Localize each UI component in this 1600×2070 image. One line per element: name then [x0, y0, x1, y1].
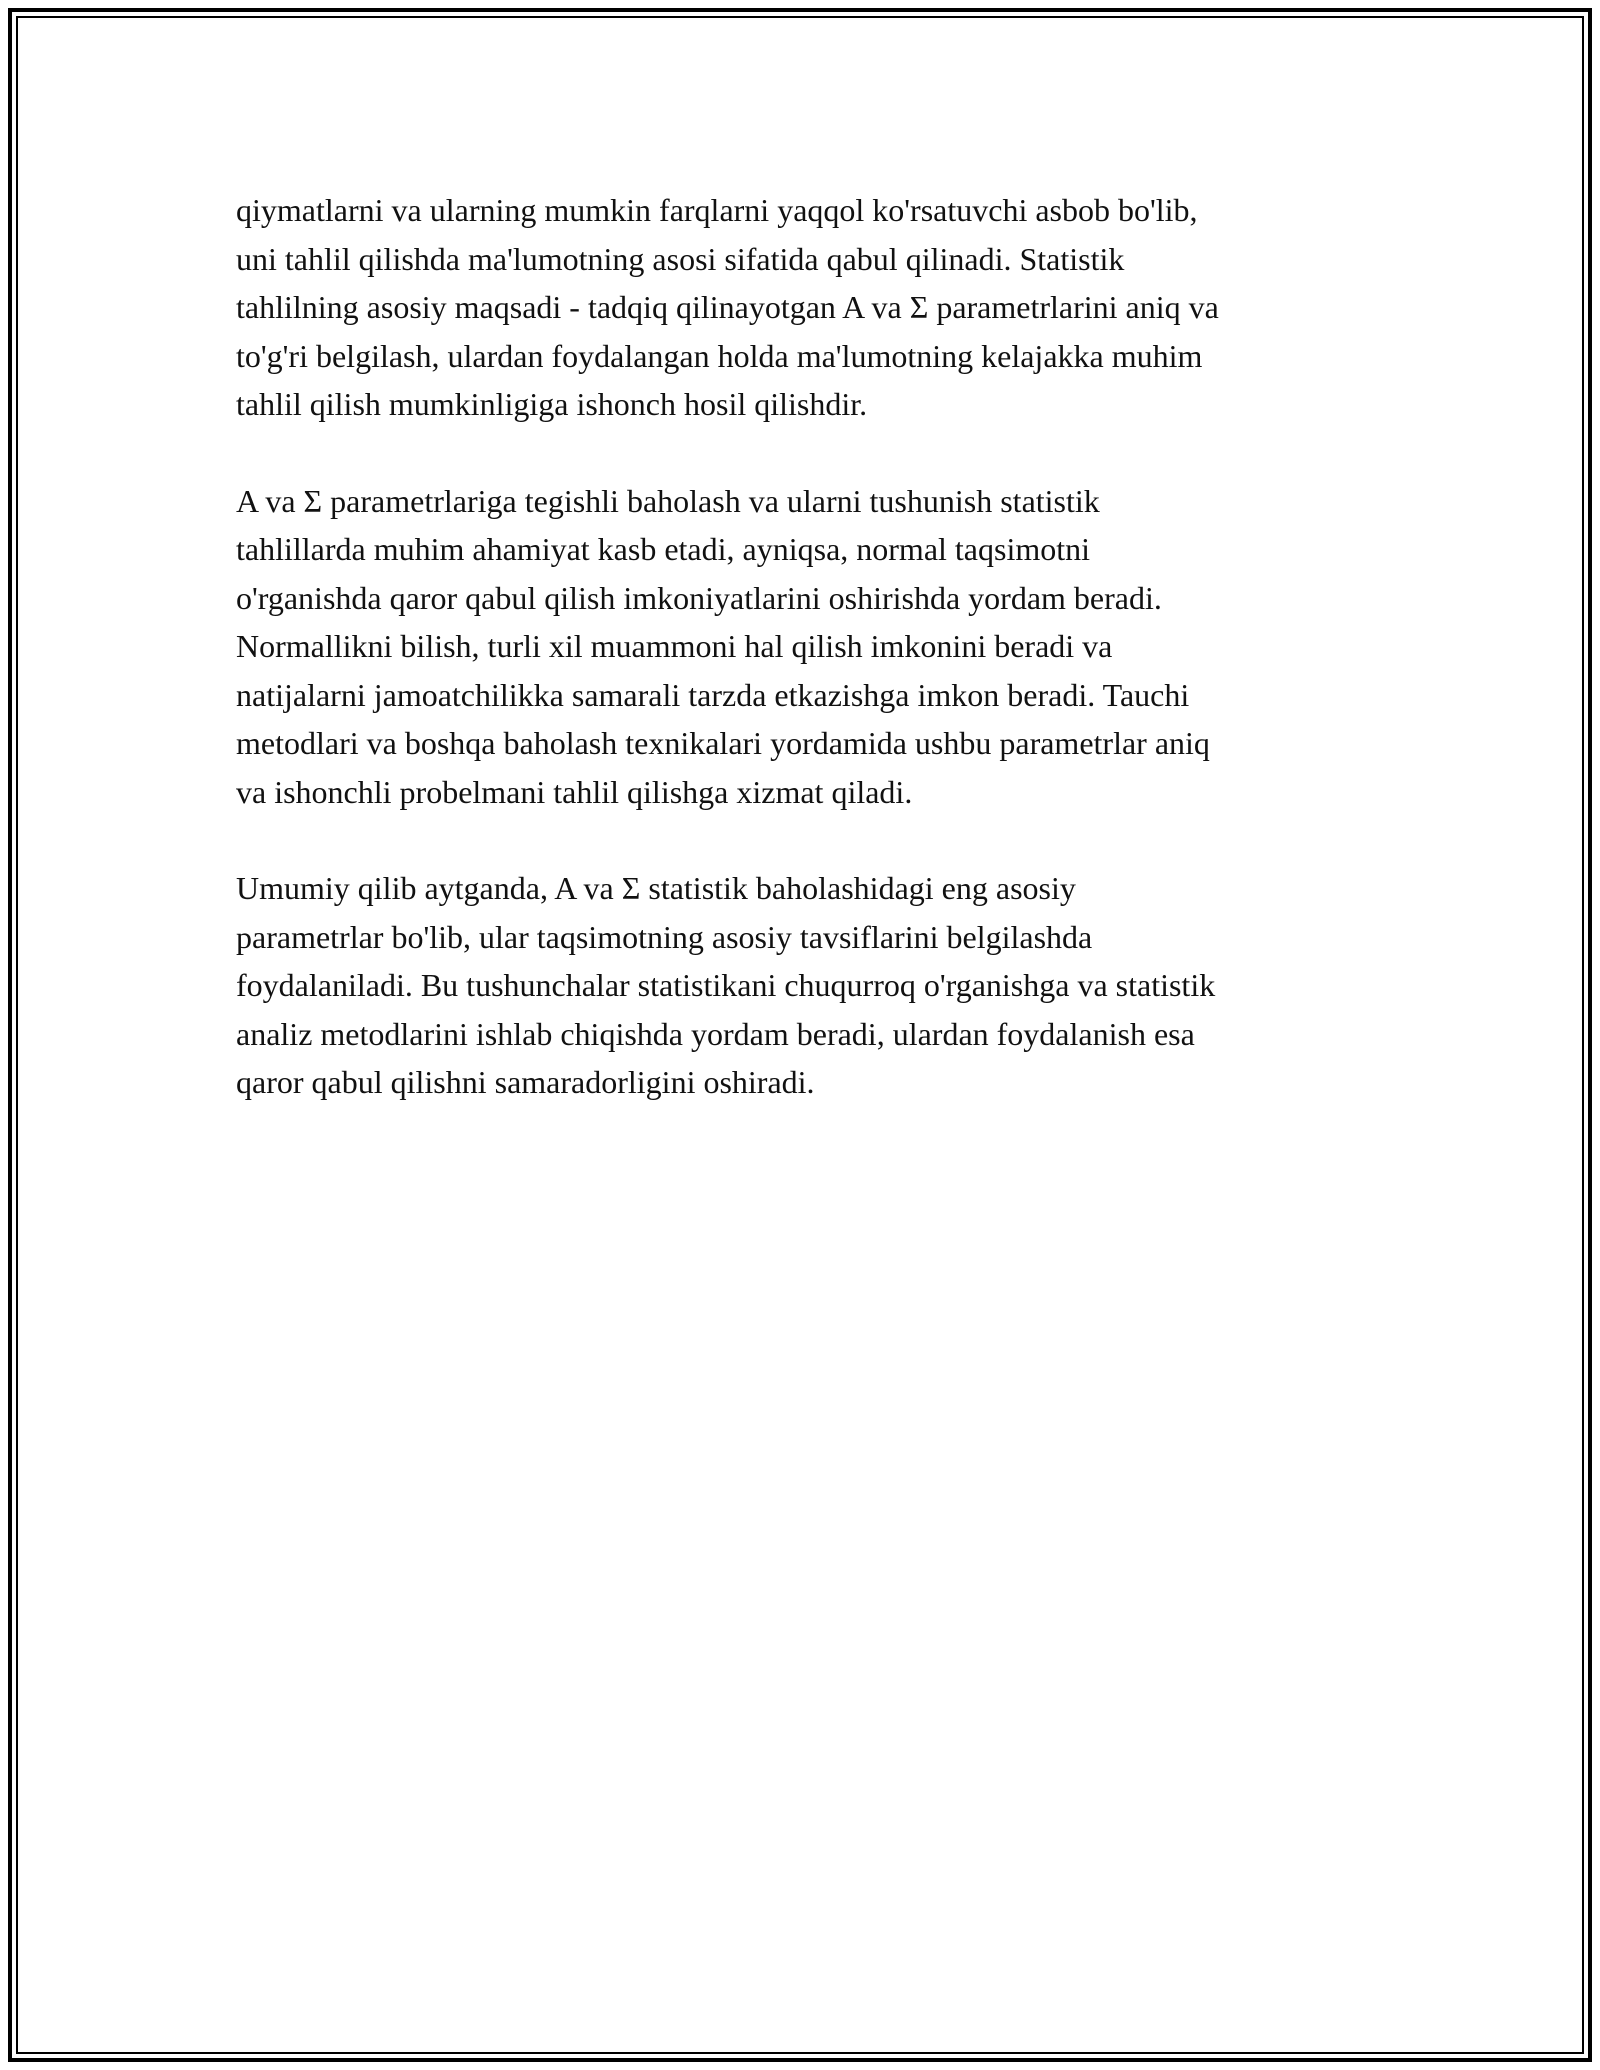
document-body [236, 186, 1376, 1155]
paragraph-2: A va Σ parametrlariga tegishli baholash va ularni tushunish statistik tahlillarda muhim ahamiyat kasb etadi, ayniqsa, normal taqsimotni o'rganishda qaror qabul qilish imkoniyatlarini oshirishda yordam beradi. Normallikni bilish, turli xil muammoni hal qilish imkonini beradi va natijalarni jamoatchilikka samarali tarzda etkazishga imkon beradi. Tauchi metodlari va boshqa baholash texnikalari yordamida ushbu parametrlar aniq va ishonchli probelmani tahlil qilishga xizmat qiladi. [236, 482, 1210, 810]
paragraph-1: qiymatlarni va ularning mumkin farqlarni yaqqol ko'rsatuvchi asbob bo'lib, uni tahlil qilishda ma'lumotning asosi sifatida qabul qilinadi. Statistik tahlilning asosiy maqsadi - tadqiq qilinayotgan A va Σ parametrlarini aniq va to'g'ri belgilash, ulardan foydalangan holda ma'lumotning kelajakka muhim tahlil qilish mumkinligiga ishonch hosil qilishdir. [236, 192, 1219, 422]
paragraph-3: Umumiy qilib aytganda, A va Σ statistik baholashidagi eng asosiy parametrlar bo'lib, ular taqsimotning asosiy tavsiflarini belgilashda foydalaniladi. Bu tushunchalar statistikani chuqurroq o'rganishga va statistik analiz metodlarini ishlab chiqishda yordam beradi, ulardan foydalanish esa qaror qabul qilishni samaradorligini oshiradi. [236, 870, 1216, 1100]
